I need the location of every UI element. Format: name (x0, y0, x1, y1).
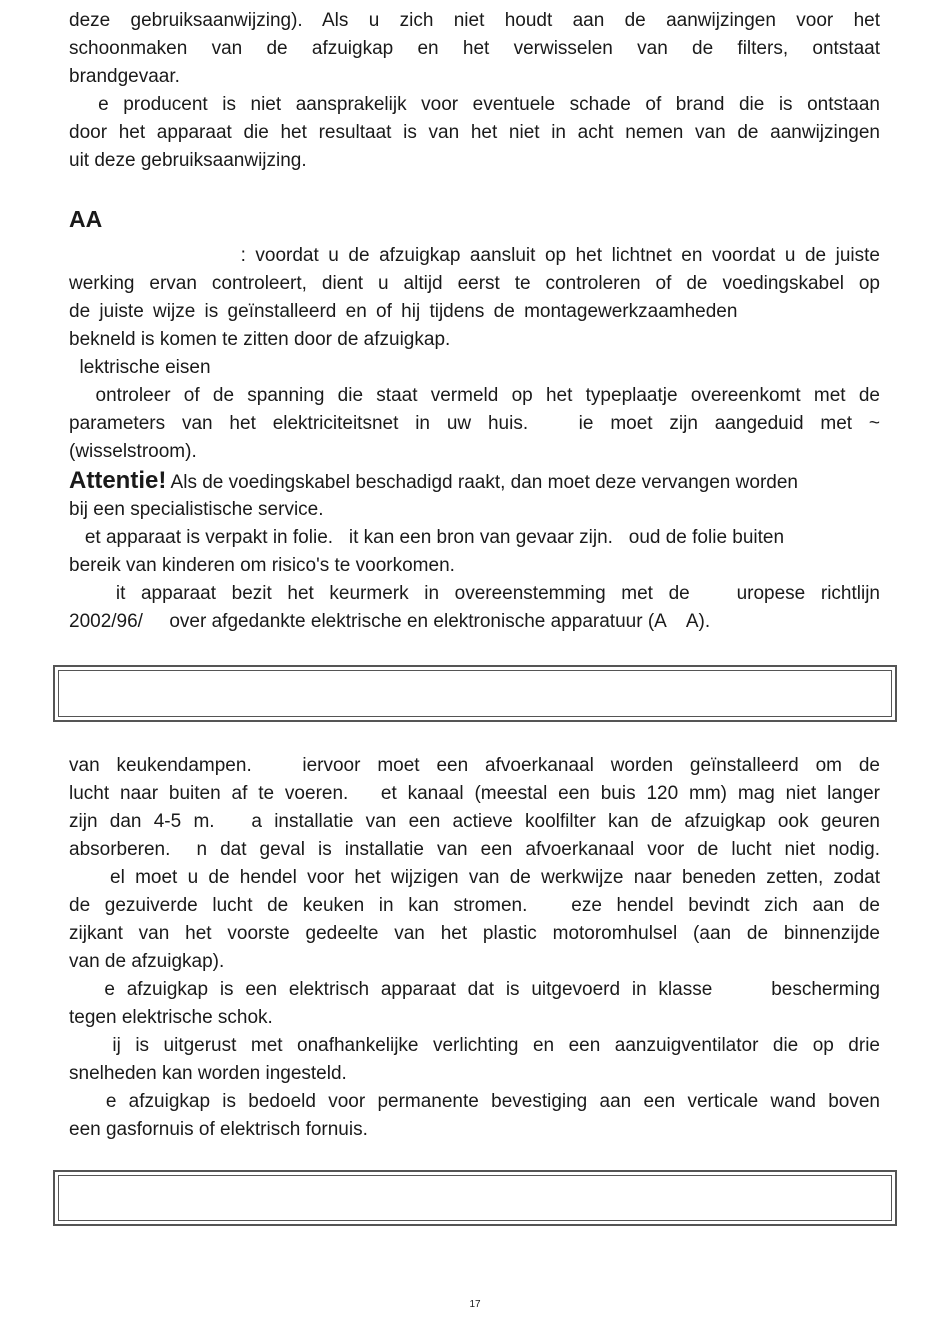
text-line: een gasfornuis of elektrisch fornuis. (69, 1119, 368, 1140)
section-title-box-inner (58, 670, 892, 717)
text-line-models (69, 724, 880, 752)
subheading-electrical: lektrische eisen (69, 357, 211, 378)
text-line: et apparaat is verpakt in folie. it kan een bron van gevaar zijn. oud de folie buiten (69, 527, 785, 548)
text-line: uit deze gebruiksaanwijzing. (69, 150, 307, 171)
text-line: zijn dan 4-5 m. a installatie van een actieve koolfilter kan de afzuigkap ook geuren (69, 811, 880, 832)
text-line: e afzuigkap is bedoeld voor permanente bevestiging aan een verticale wand boven (69, 1091, 880, 1112)
page-number: 17 (469, 1299, 481, 1310)
text-line: : voordat u de afzuigkap aansluit op het lichtnet en voordat u de juiste (69, 245, 880, 266)
safety-paragraph (69, 242, 880, 636)
text-line: brandgevaar. (69, 66, 180, 87)
intro-paragraph (69, 7, 880, 175)
section-heading: AA (69, 206, 103, 232)
text-line: van keukendampen. iervoor moet een afvoerkanaal worden geïnstalleerd om de (69, 755, 880, 776)
description-paragraph (69, 724, 880, 1144)
text-line: e producent is niet aansprakelijk voor eventuele schade of brand die is ontstaan (69, 94, 880, 115)
attention-line (69, 466, 880, 496)
text-line: ij is uitgerust met onafhankelijke verlichting en een aanzuigventilator die op drie (69, 1035, 880, 1056)
text-line: bij een specialistische service. (69, 499, 324, 520)
text-line: schoonmaken van de afzuigkap en het verwisselen van de filters, ontstaat (69, 38, 880, 59)
text-line: werking ervan controleert, dient u altijd eerst te controleren of de voedingskabel op (69, 273, 880, 294)
text-line: absorberen. n dat geval is installatie van een afvoerkanaal voor de lucht niet nodig. (69, 839, 880, 860)
section-title-box (53, 665, 897, 722)
text-line: van de afzuigkap). (69, 951, 225, 972)
text-line: bereik van kinderen om risico's te voorkomen. (69, 555, 455, 576)
text-line: tegen elektrische schok. (69, 1007, 273, 1028)
text-line: door het apparaat die het resultaat is van het niet in acht nemen van de aanwijzingen (69, 122, 880, 143)
text-line: parameters van het elektriciteitsnet in uw huis. ie moet zijn aangeduid met ~ (69, 413, 880, 434)
text-line: bekneld is komen te zitten door de afzuigkap. (69, 329, 451, 350)
text-line: deze gebruiksaanwijzing). Als u zich niet houdt aan de aanwijzingen voor het (69, 10, 880, 31)
text-line: zijkant van het voorste gedeelte van het plastic motoromhulsel (aan de binnenzijde (69, 923, 880, 944)
section-title-box (53, 1170, 897, 1226)
text-line: lucht naar buiten af te voeren. et kanaal (meestal een buis 120 mm) mag niet langer (69, 783, 880, 804)
text-line: el moet u de hendel voor het wijzigen van de werkwijze naar beneden zetten, zodat (69, 867, 880, 888)
text-line: de juiste wijze is geïnstalleerd en of hij tijdens de montagewerkzaamheden (69, 301, 738, 322)
attention-label: Attentie! (69, 467, 167, 494)
text-line: ontroleer of de spanning die staat vermeld op het typeplaatje overeenkomt met de (69, 385, 880, 406)
text-line: 2002/96/ over afgedankte elektrische en elektronische apparatuur (A A). (69, 611, 711, 632)
text-line: de gezuiverde lucht de keuken in kan stromen. eze hendel bevindt zich aan de (69, 895, 880, 916)
text-line: e afzuigkap is een elektrisch apparaat dat is uitgevoerd in klasse bescherming (69, 979, 880, 1000)
text-line: snelheden kan worden ingesteld. (69, 1063, 347, 1084)
attention-text: Als de voedingskabel beschadigd raakt, dan moet deze vervangen worden (166, 472, 798, 493)
text-line: it apparaat bezit het keurmerk in overeenstemming met de uropese richtlijn (69, 583, 880, 604)
text-line: (wisselstroom). (69, 441, 197, 462)
section-title-box-inner (58, 1175, 892, 1221)
